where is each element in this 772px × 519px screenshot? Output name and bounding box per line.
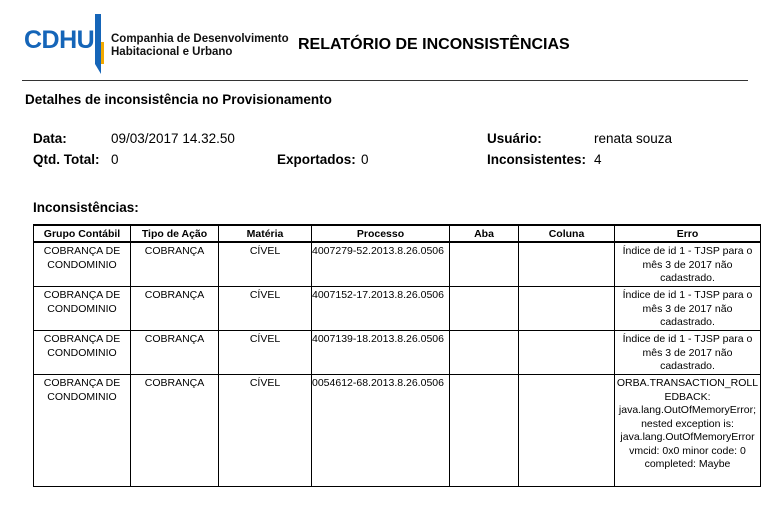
company-name (111, 33, 289, 59)
date-label: Data: (33, 131, 67, 146)
cell-tipo: COBRANÇA (131, 287, 219, 331)
cell-grupo: COBRANÇA DE CONDOMINIO (34, 375, 131, 487)
table-row (34, 242, 761, 287)
date-value: 09/03/2017 14.32.50 (111, 131, 235, 146)
logo-text: CDHU (24, 26, 95, 54)
cell-aba (450, 331, 519, 375)
cell-processo: 4007139-18.2013.8.26.0506 (312, 331, 450, 375)
table-row (34, 375, 761, 487)
cell-erro: Índice de id 1 - TJSP para o mês 3 de 2017 não cadastrado. (615, 242, 761, 287)
total-value: 0 (111, 152, 119, 167)
logo-accent-bar (95, 14, 104, 74)
cell-erro: ORBA.TRANSACTION_ROLL EDBACK: java.lang.OutOfMemoryError; nested exception is: java.lang.OutOfMemoryError vmcid: 0x0 minor code: 0 completed: Maybe (615, 375, 761, 487)
cell-aba (450, 287, 519, 331)
cell-erro: Índice de id 1 - TJSP para o mês 3 de 2017 não cadastrado. (615, 331, 761, 375)
cell-aba (450, 242, 519, 287)
report-subtitle: Detalhes de inconsistência no Provisionamento (25, 92, 332, 107)
cell-coluna (519, 375, 615, 487)
cell-processo: 4007152-17.2013.8.26.0506 (312, 287, 450, 331)
cell-processo: 4007279-52.2013.8.26.0506 (312, 242, 450, 287)
col-header-aba: Aba (450, 225, 519, 242)
user-label: Usuário: (487, 131, 542, 146)
total-label: Qtd. Total: (33, 152, 100, 167)
cell-grupo: COBRANÇA DE CONDOMINIO (34, 331, 131, 375)
report-title: RELATÓRIO DE INCONSISTÊNCIAS (298, 36, 570, 53)
cell-aba (450, 375, 519, 487)
cell-materia: CÍVEL (219, 331, 312, 375)
header-divider (22, 80, 748, 81)
section-title: Inconsistências: (33, 200, 139, 215)
cell-grupo: COBRANÇA DE CONDOMINIO (34, 287, 131, 331)
col-header-processo: Processo (312, 225, 450, 242)
table-row (34, 287, 761, 331)
cell-grupo: COBRANÇA DE CONDOMINIO (34, 242, 131, 287)
cell-tipo: COBRANÇA (131, 375, 219, 487)
cell-materia: CÍVEL (219, 242, 312, 287)
table-row (34, 331, 761, 375)
company-line-2: Habitacional e Urbano (111, 46, 233, 58)
user-value: renata souza (594, 131, 673, 146)
cell-tipo: COBRANÇA (131, 242, 219, 287)
cell-coluna (519, 331, 615, 375)
exported-label: Exportados: (277, 152, 356, 167)
exported-value: 0 (361, 152, 369, 167)
cell-materia: CÍVEL (219, 287, 312, 331)
cell-processo: 0054612-68.2013.8.26.0506 (312, 375, 450, 487)
inconsistent-label: Inconsistentes: (487, 152, 587, 167)
col-header-erro: Erro (615, 225, 761, 242)
col-header-grupo: Grupo Contábil (34, 225, 131, 242)
inconsistencies-table (33, 224, 761, 487)
inconsistent-value: 4 (594, 152, 602, 167)
company-line-1: Companhia de Desenvolvimento (111, 33, 289, 45)
col-header-coluna: Coluna (519, 225, 615, 242)
col-header-tipo: Tipo de Ação (131, 225, 219, 242)
cell-coluna (519, 242, 615, 287)
cell-erro: Índice de id 1 - TJSP para o mês 3 de 2017 não cadastrado. (615, 287, 761, 331)
table-header-row (34, 225, 761, 242)
cell-materia: CÍVEL (219, 375, 312, 487)
col-header-materia: Matéria (219, 225, 312, 242)
cell-tipo: COBRANÇA (131, 331, 219, 375)
cell-coluna (519, 287, 615, 331)
